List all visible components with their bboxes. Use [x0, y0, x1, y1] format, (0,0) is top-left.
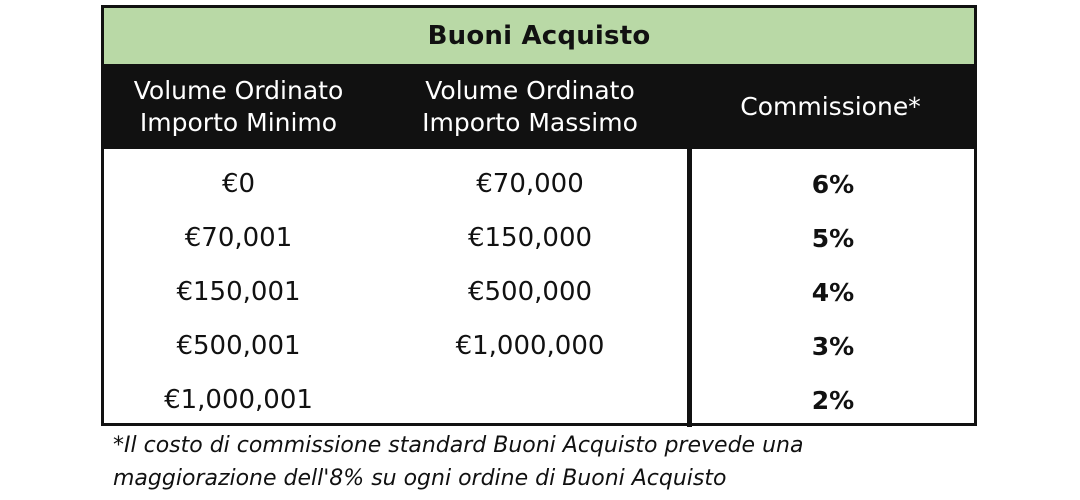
footnote-line-2: maggiorazione dell'8% su ogni ordine di Buoni Acquisto [113, 466, 727, 491]
cell-min-amount: €150,001 [176, 277, 301, 307]
cell-commission: 3% [811, 331, 855, 361]
column-max-amount [373, 149, 687, 427]
header-max-line-2: Importo Massimo [422, 107, 638, 137]
cell-max-amount: €1,000,000 [455, 331, 605, 361]
cell-commission: 5% [811, 223, 855, 253]
cell-min-amount: €70,001 [184, 223, 293, 253]
cell-max-amount [373, 373, 687, 427]
cell-max-amount: €150,000 [467, 223, 593, 253]
table-body [104, 149, 974, 423]
table-header-row [104, 64, 974, 149]
cell-max-amount: €70,000 [476, 169, 584, 199]
header-min-line-1: Volume Ordinato [133, 75, 344, 105]
cell-commission: 4% [811, 277, 855, 307]
cell-commission: 2% [811, 385, 855, 415]
header-max-line-1: Volume Ordinato [425, 75, 635, 105]
cell-commission: 6% [811, 169, 855, 199]
column-commission [687, 149, 974, 427]
commission-table [101, 5, 977, 426]
cell-min-amount: €500,001 [176, 331, 301, 361]
header-min-amount [104, 75, 373, 139]
cell-min-amount: €1,000,001 [164, 385, 313, 415]
footnote [113, 429, 1013, 495]
header-max-amount [373, 75, 687, 139]
cell-min-amount: €0 [221, 169, 256, 199]
table-title: Buoni Acquisto [104, 8, 974, 64]
column-min-amount [104, 149, 373, 427]
header-commission: Commissione* [740, 91, 921, 121]
cell-max-amount: €500,000 [467, 277, 593, 307]
header-min-line-2: Importo Minimo [139, 107, 338, 137]
footnote-line-1: *Il costo di commissione standard Buoni Acquisto prevede una [113, 433, 804, 458]
